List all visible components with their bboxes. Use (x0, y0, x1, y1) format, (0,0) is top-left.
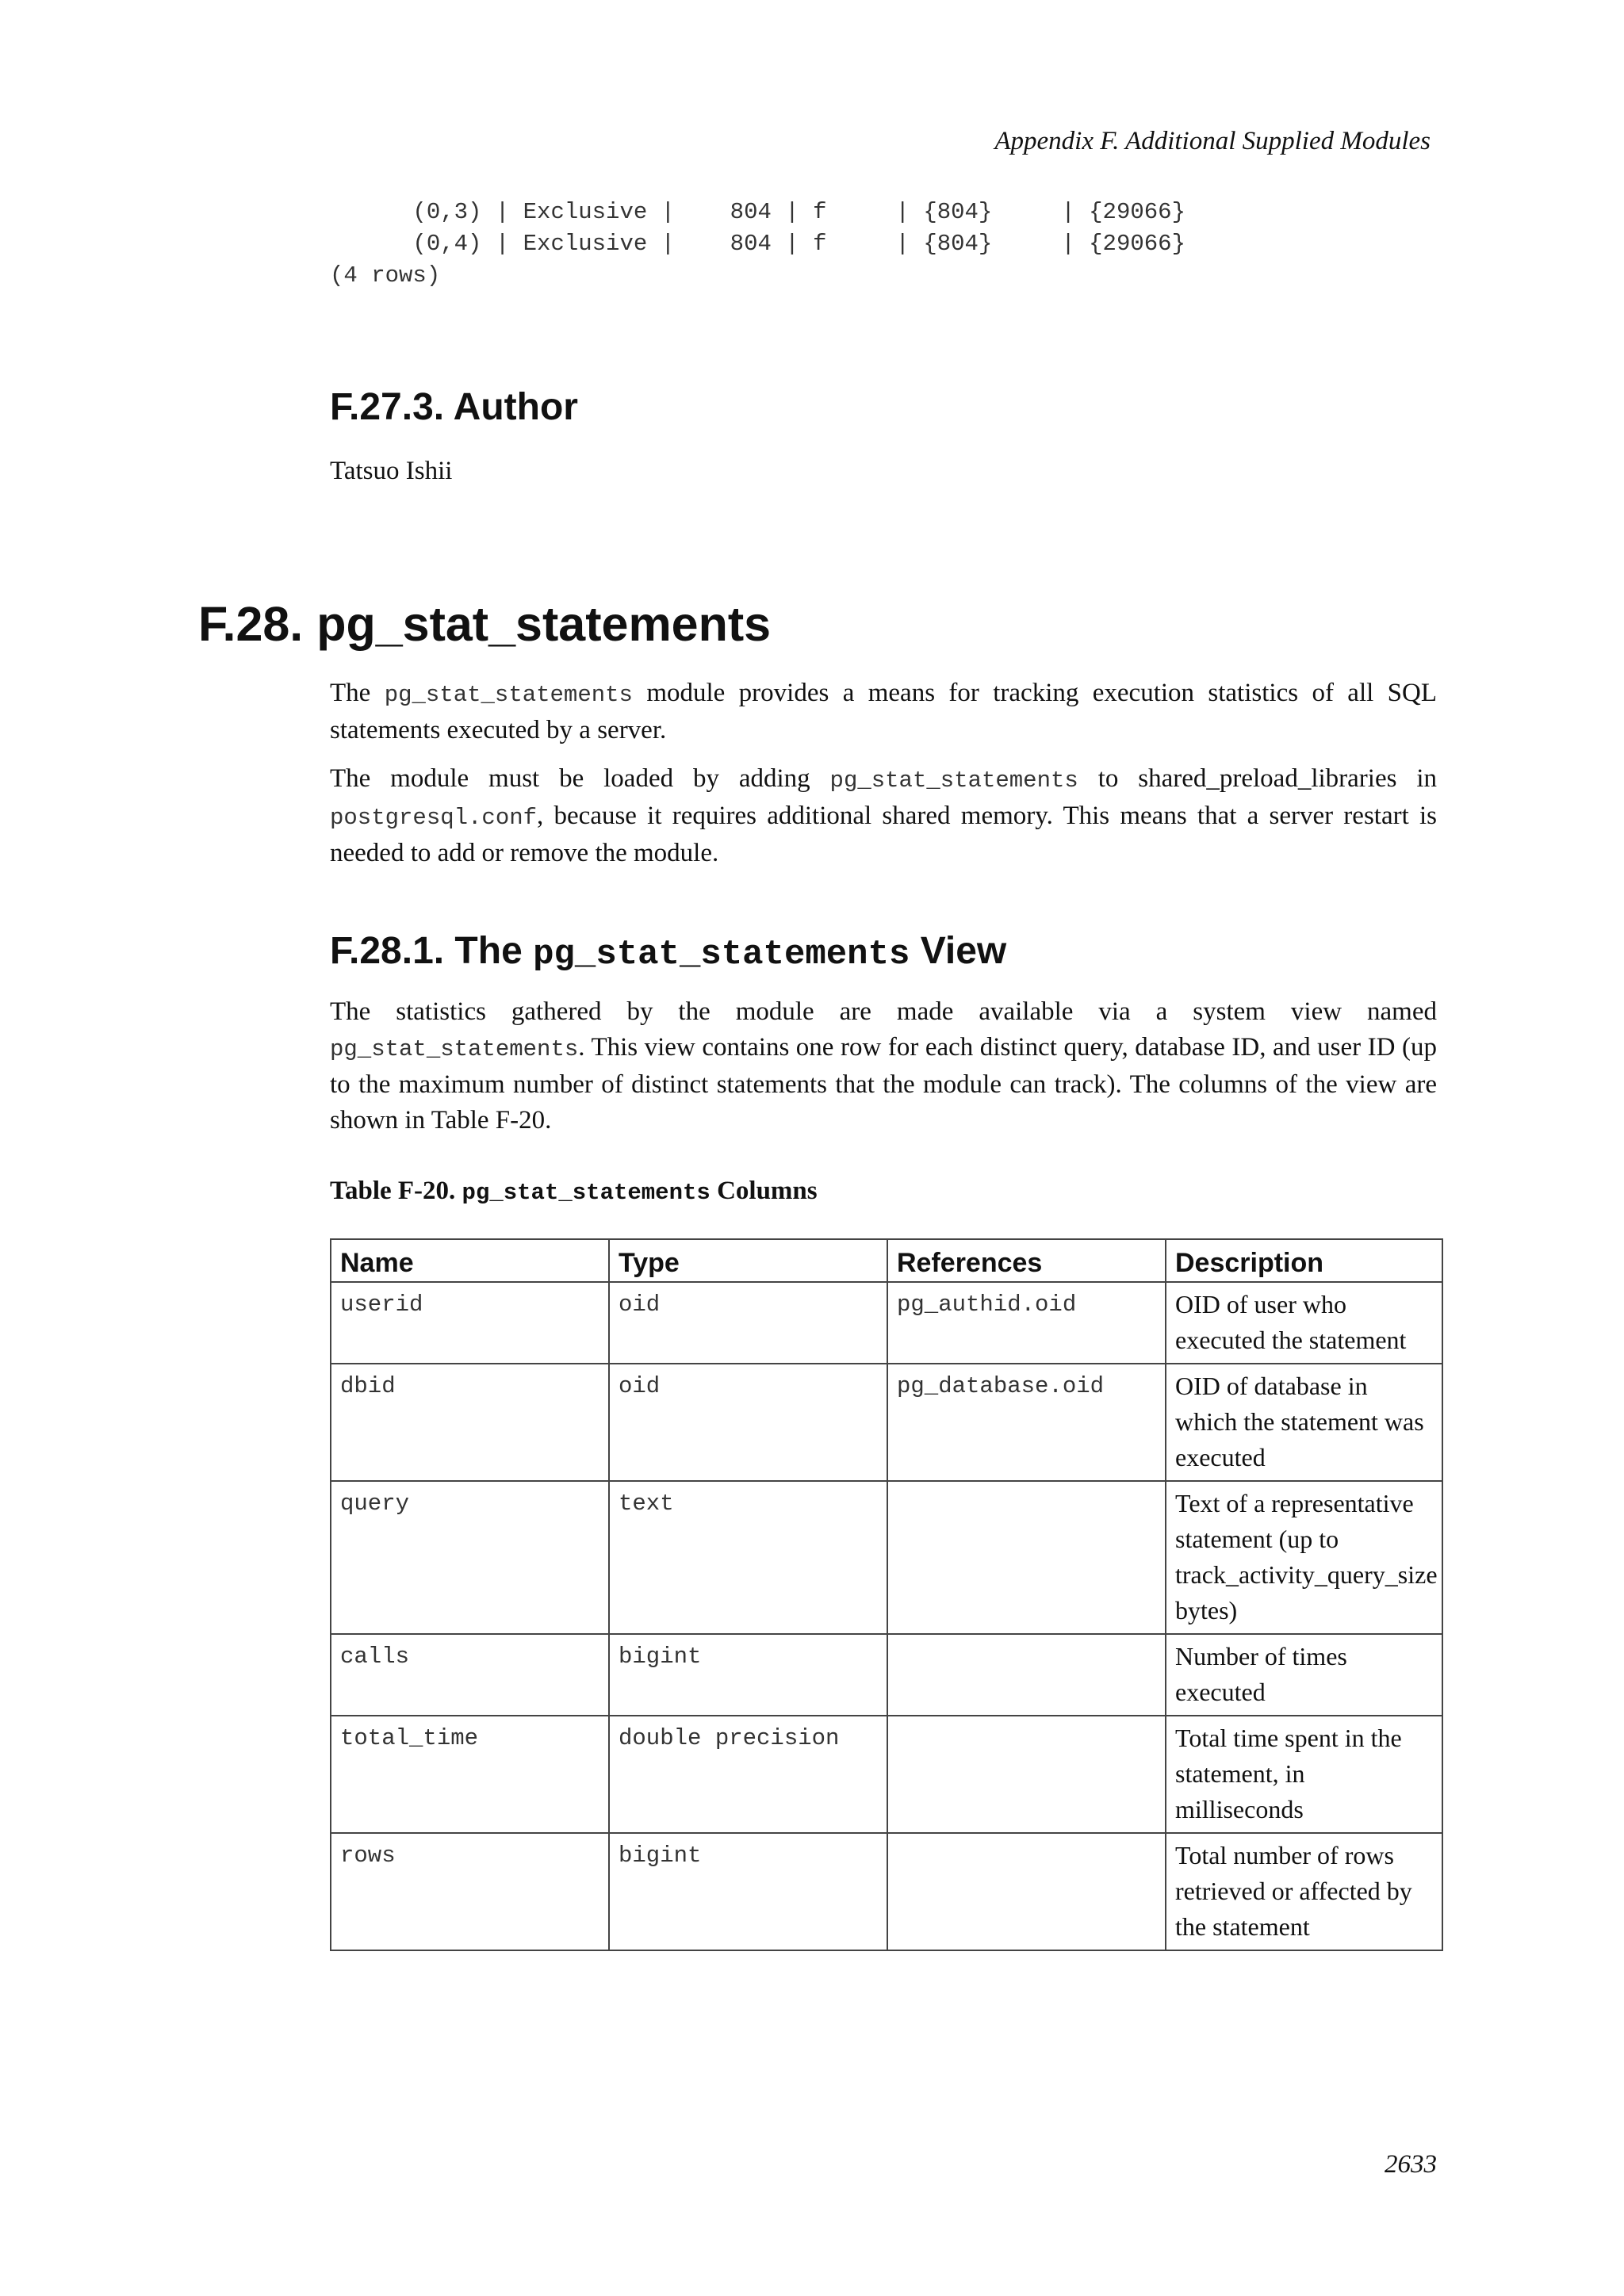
cell-name: userid (331, 1282, 609, 1364)
header-name: Name (331, 1239, 609, 1282)
table-caption (330, 1177, 818, 1206)
table-row (331, 1716, 1442, 1833)
cell-description: Number of times executed (1166, 1634, 1442, 1716)
cell-description: Text of a representative statement (up to track_activity_query_size bytes) (1166, 1481, 1442, 1634)
cell-references (887, 1716, 1166, 1833)
caption-code: pg_stat_statements (462, 1180, 710, 1206)
header-references: References (887, 1239, 1166, 1282)
view-heading (330, 929, 1006, 974)
table-row (331, 1634, 1442, 1716)
header-type: Type (609, 1239, 887, 1282)
text-run: , because it requires additional shared memory. This means that a server restart is needed to add or remove the module. (330, 802, 1437, 867)
inline-code: pg_stat_statements (384, 682, 633, 708)
heading-code: pg_stat_statements (533, 935, 910, 974)
inline-code: pg_stat_statements (330, 1036, 579, 1062)
intro-paragraph-1 (330, 675, 1437, 748)
cell-type: double precision (609, 1716, 887, 1833)
cell-name: dbid (331, 1364, 609, 1481)
text-run: The statistics gathered by the module are made available via a system view named (330, 997, 1437, 1026)
cell-description: Total time spent in the statement, in milliseconds (1166, 1716, 1442, 1833)
inline-code: pg_stat_statements (829, 767, 1078, 794)
cell-name: query (331, 1481, 609, 1634)
text-run: to shared_preload_libraries in (1078, 764, 1437, 793)
code-line: (0,3) | Exclusive | 804 | f | {804} | {29066} (330, 199, 1185, 225)
cell-description: Total number of rows retrieved or affected by the statement (1166, 1833, 1442, 1950)
author-heading: F.27.3. Author (330, 386, 578, 428)
cell-name: total_time (331, 1716, 609, 1833)
header-description: Description (1166, 1239, 1442, 1282)
heading-text: F.28.1. The (330, 930, 534, 972)
cell-type: oid (609, 1364, 887, 1481)
cell-type: oid (609, 1282, 887, 1364)
caption-text: Columns (710, 1177, 818, 1205)
code-block (330, 197, 1185, 292)
page-number: 2633 (1385, 2150, 1437, 2179)
cell-references (887, 1833, 1166, 1950)
inline-code: postgresql.conf (330, 805, 538, 831)
cell-description: OID of database in which the statement was executed (1166, 1364, 1442, 1481)
cell-type: text (609, 1481, 887, 1634)
author-name: Tatsuo Ishii (330, 457, 453, 485)
table-row (331, 1364, 1442, 1481)
table-row (331, 1481, 1442, 1634)
cell-description: OID of user who executed the statement (1166, 1282, 1442, 1364)
text-run: . This view contains one row for each distinct query, database ID, and user ID (up to the maximum number of distinct statements that the module can track). The columns of the view are shown in Table F-20. (330, 1033, 1437, 1135)
text-run: The (330, 679, 385, 707)
intro-paragraph-2 (330, 761, 1437, 871)
text-run: The module must be loaded by adding (330, 764, 830, 793)
text-run: module provides a means for tracking execution statistics of all SQL statements executed by a server. (330, 679, 1438, 744)
code-line: (4 rows) (330, 262, 441, 289)
running-header: Appendix F. Additional Supplied Modules (994, 127, 1431, 155)
cell-references (887, 1634, 1166, 1716)
columns-table (330, 1238, 1443, 1951)
cell-references: pg_authid.oid (887, 1282, 1166, 1364)
view-paragraph (330, 994, 1437, 1138)
section-heading: F.28. pg_stat_statements (198, 597, 772, 651)
table-header-row (331, 1239, 1442, 1282)
cell-references (887, 1481, 1166, 1634)
table-row (331, 1282, 1442, 1364)
cell-type: bigint (609, 1833, 887, 1950)
code-line: (0,4) | Exclusive | 804 | f | {804} | {29066} (330, 231, 1185, 257)
cell-type: bigint (609, 1634, 887, 1716)
caption-text: Table F-20. (330, 1177, 462, 1205)
table-row (331, 1833, 1442, 1950)
cell-name: rows (331, 1833, 609, 1950)
cell-references: pg_database.oid (887, 1364, 1166, 1481)
heading-text: View (910, 930, 1007, 972)
cell-name: calls (331, 1634, 609, 1716)
